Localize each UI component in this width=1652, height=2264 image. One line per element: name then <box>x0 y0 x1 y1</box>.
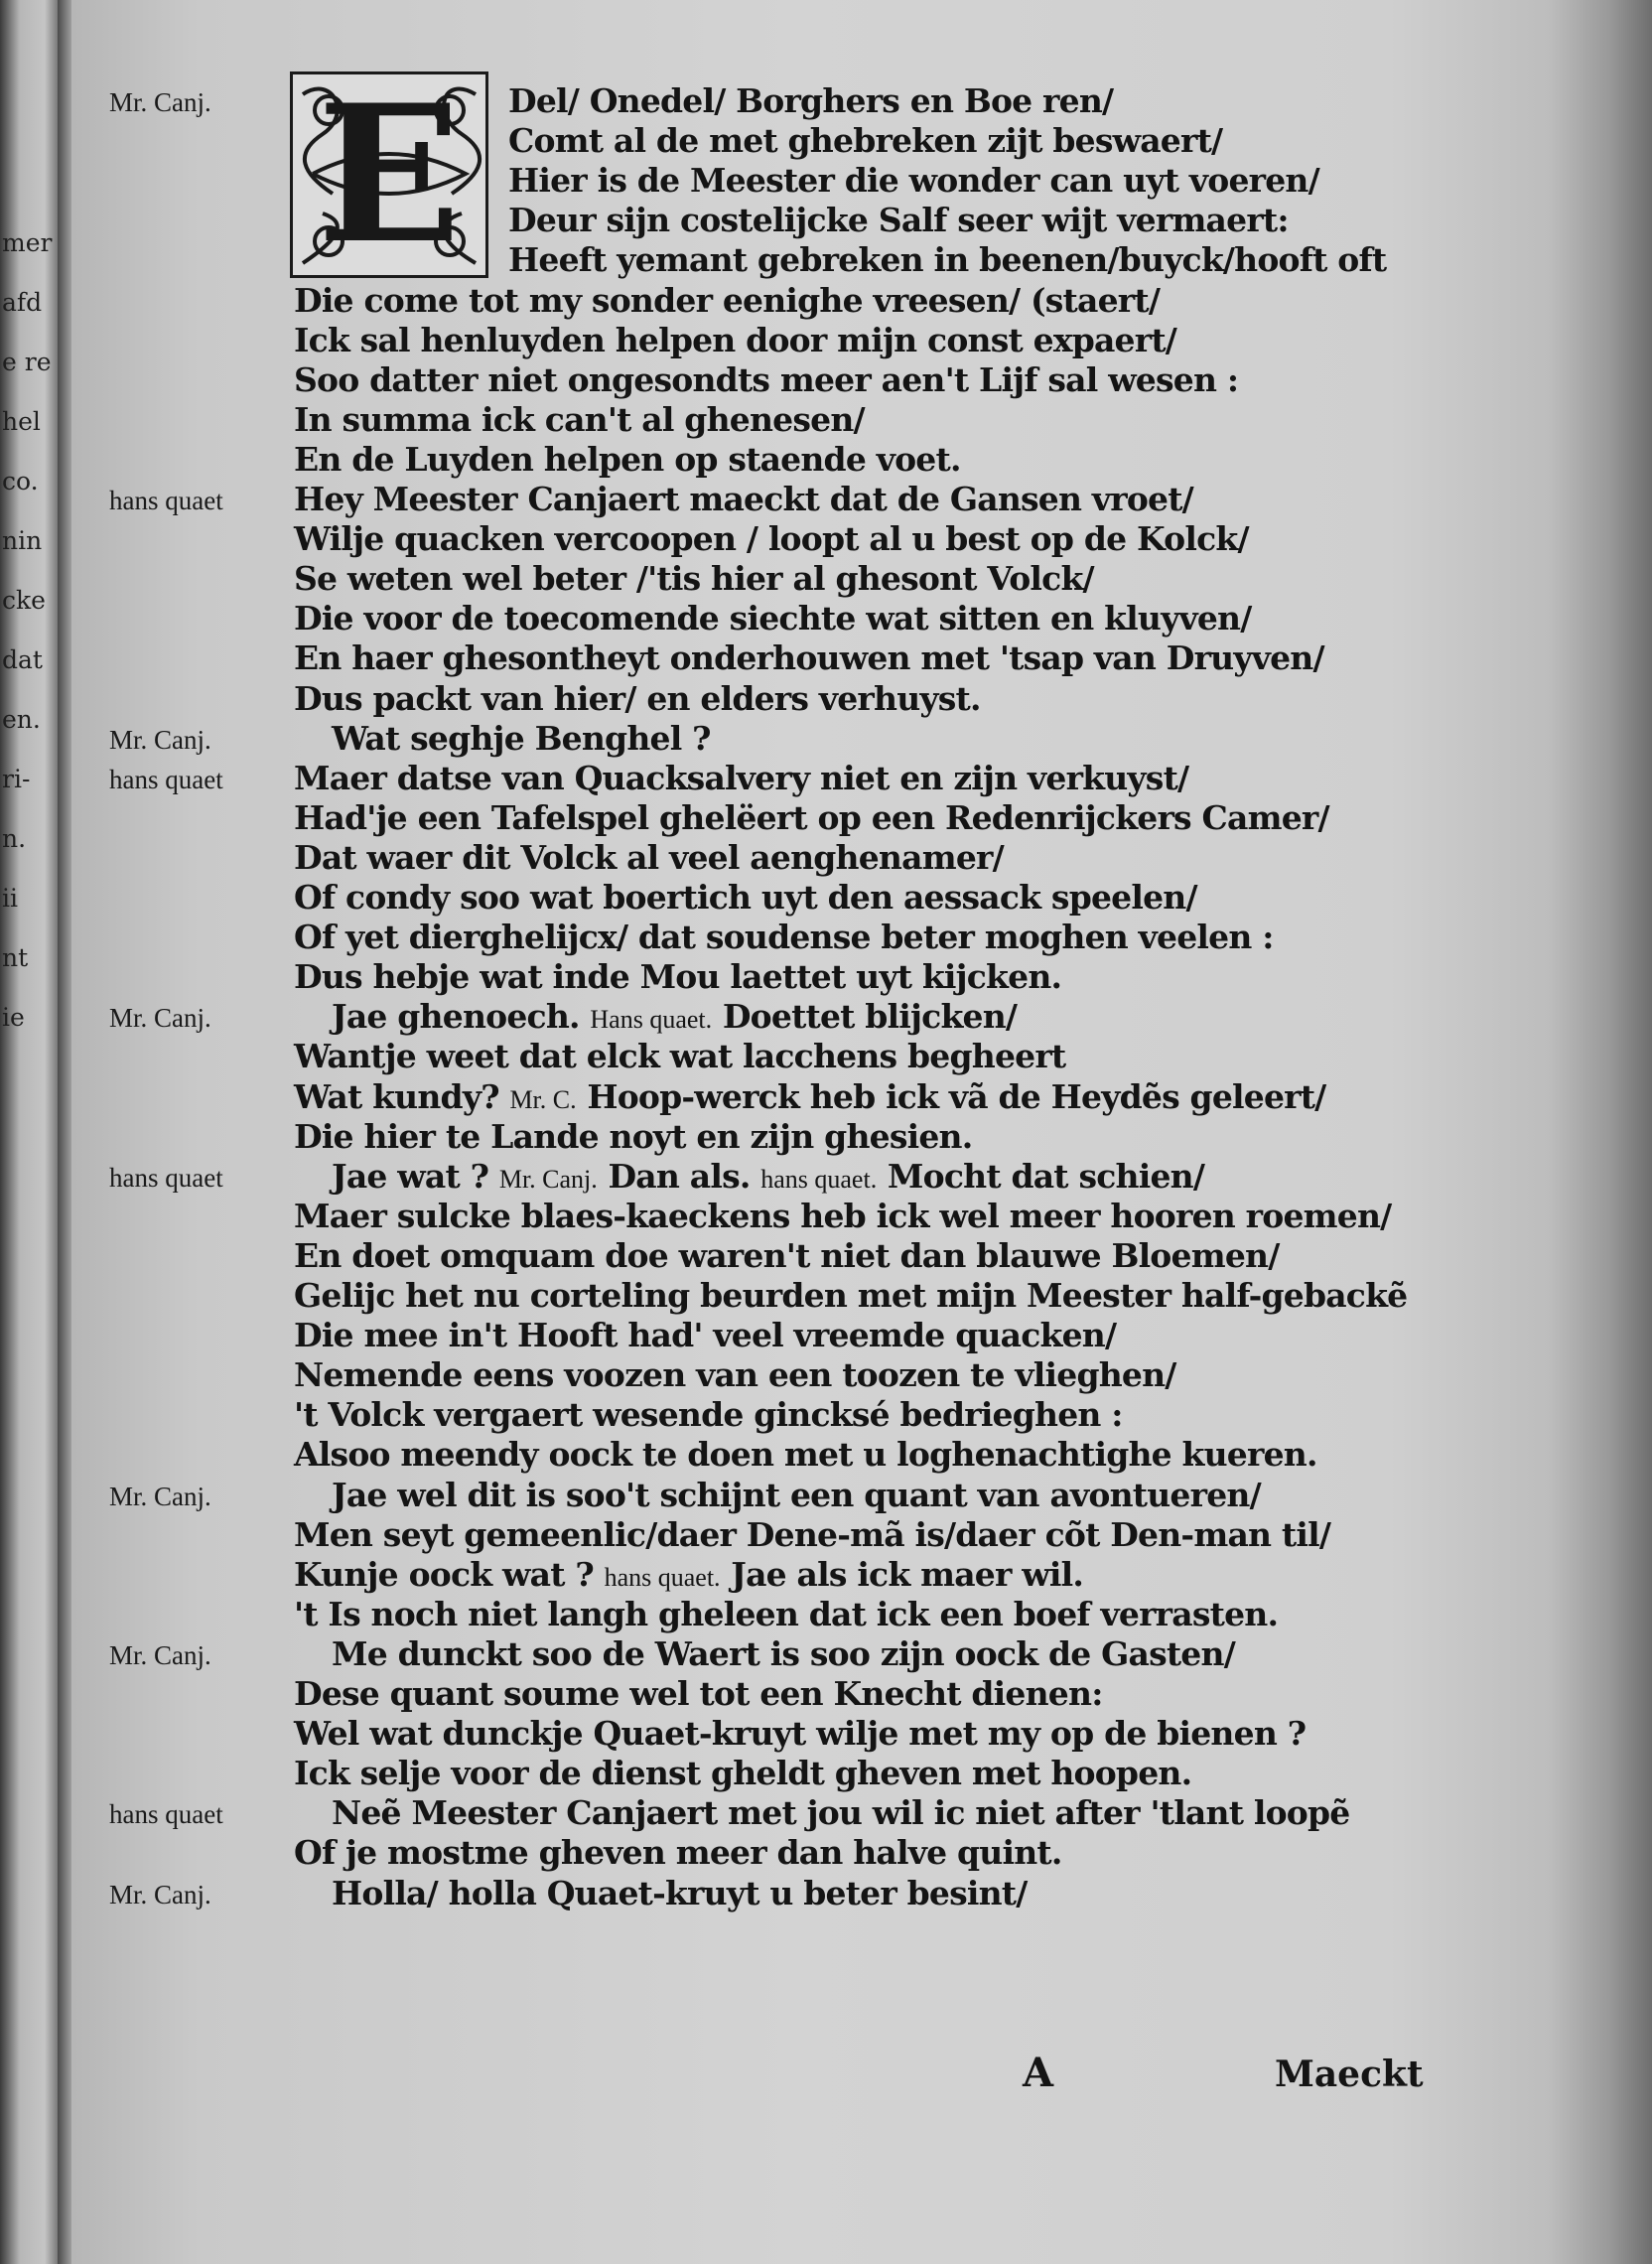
facing-page-fragment: ii <box>2 884 18 913</box>
speaker-label: Mr. Canj. <box>109 1879 211 1910</box>
verse-fragment: Mocht dat schien/ <box>877 1156 1205 1196</box>
speaker-label: Mr. Canj. <box>109 1003 211 1034</box>
verse-line: Die mee in't Hooft had' veel vreemde quacken/ <box>294 1316 1117 1355</box>
verse-line: Neẽ Meester Canjaert met jou wil ic niet after 'tlant loopẽ <box>332 1793 1350 1833</box>
verse-fragment: Doettet blijcken/ <box>712 997 1018 1037</box>
speaker-label: Mr. Canj. <box>109 87 211 117</box>
verse-line: Wilje quacken vercoopen / loopt al u best op de Kolck/ <box>294 519 1249 559</box>
verse-line: In summa ick can't al ghenesen/ <box>294 399 865 439</box>
verse-line: Me dunckt soo de Waert is soo zijn oock de Gasten/ <box>332 1633 1235 1673</box>
verse-line: En haer ghesontheyt onderhouwen met 'tsap van Druyven/ <box>294 638 1324 678</box>
verse-line: Dese quant soume wel tot een Knecht dienen: <box>294 1674 1103 1713</box>
verse-line: Men seyt gemeenlic/daer Dene-mã is/daer cõt Den-man til/ <box>294 1514 1331 1554</box>
verse-line: 't Volck vergaert wesende gincksé bedrieghen : <box>294 1395 1123 1435</box>
speaker-label: Mr. Canj. <box>109 1639 211 1670</box>
verse-line: Die come tot my sonder eenighe vreesen/ (staert/ <box>294 280 1161 320</box>
verse-line: Soo datter niet ongesondts meer aen't Lijf sal wesen : <box>294 359 1239 399</box>
inline-speaker-label: hans quaet. <box>604 1562 721 1592</box>
verse-line: Dus packt van hier/ en elders verhuyst. <box>294 678 981 718</box>
verse-line: Dus hebje wat inde Mou laettet uyt kijcken. <box>294 957 1062 997</box>
verse-line: Ick sal henluyden helpen door mijn const expaert/ <box>294 320 1177 359</box>
facing-page-fragment: hel <box>2 407 41 436</box>
verse-line: 't Is noch niet langh gheleen dat ick een boef verrasten. <box>294 1594 1279 1633</box>
verse-line: Hier is de Meester die wonder can uyt voeren/ <box>508 161 1319 201</box>
verse-fragment: Dan als. <box>597 1156 761 1196</box>
verse-line: Jae wel dit is soo't schijnt een quant van avontueren/ <box>332 1475 1261 1514</box>
catchword: Maeckt <box>1275 2053 1424 2095</box>
inline-speaker-label: Hans quaet. <box>590 1005 713 1035</box>
verse-line: Heeft yemant gebreken in beenen/buyck/hooft oft <box>508 240 1387 280</box>
inline-speaker-label: Mr. C. <box>509 1084 577 1114</box>
verse-line: Maer sulcke blaes-kaeckens heb ick wel meer hooren roemen/ <box>294 1196 1392 1235</box>
verse-line: Of je mostme gheven meer dan halve quint. <box>294 1833 1062 1873</box>
verse-line: Of condy soo wat boertich uyt den aessack speelen/ <box>294 878 1197 917</box>
verse-fragment: Jae als ick maer wil. <box>720 1554 1084 1594</box>
facing-page-fragment: ri- <box>2 765 31 793</box>
facing-page-fragment: en. <box>2 705 41 734</box>
facing-page-fragment: ie <box>2 1003 25 1032</box>
verse-fragment: Hoop-werck heb ick vã de Heydẽs geleert/ <box>576 1076 1326 1116</box>
speaker-label: hans quaet <box>109 1799 223 1830</box>
verse-line: Maer datse van Quacksalvery niet en zijn verkuyst/ <box>294 758 1189 797</box>
verse-fragment: Jae ghenoech. <box>332 997 591 1037</box>
verse-line: Dat waer dit Volck al veel aenghenamer/ <box>294 837 1004 877</box>
verse-line: Of yet dierghelijcx/ dat soudense beter moghen veelen : <box>294 918 1274 957</box>
facing-page-fragment: e re <box>2 348 52 376</box>
verse-line: Die voor de toecomende siechte wat sitten en kluyven/ <box>294 599 1252 638</box>
verse-line: Hey Meester Canjaert maeckt dat de Gansen vroet/ <box>294 480 1193 518</box>
speaker-label: hans quaet <box>109 486 223 515</box>
verse-line: Wel wat dunckje Quaet-kruyt wilje met my op de bienen ? <box>294 1714 1307 1754</box>
inline-speaker-label: hans quaet. <box>760 1164 878 1194</box>
initial-letter: E <box>317 71 462 278</box>
verse-line: Alsoo meendy oock te doen met u loghenachtighe kueren. <box>294 1435 1317 1475</box>
verse-line: Wat seghje Benghel ? <box>332 718 711 758</box>
verse-line: Holla/ holla Quaet-kruyt u beter besint/ <box>332 1873 1028 1912</box>
facing-page-fragment: nt <box>2 943 29 972</box>
facing-page-fragment: cke <box>2 586 46 615</box>
facing-page-fragment: mer <box>2 228 53 257</box>
speaker-label: hans quaet <box>109 764 223 794</box>
facing-page-fragment: nin <box>2 526 43 555</box>
verse-line: Del/ Onedel/ Borghers en Boe ren/ <box>508 81 1114 120</box>
verse-line: Deur sijn costelijcke Salf seer wijt vermaert: <box>508 201 1289 240</box>
inline-speaker-label: Mr. Canj. <box>498 1164 598 1194</box>
speaker-label: hans quaet <box>109 1162 223 1193</box>
verse-line: Ick selje voor de dienst gheldt gheven met hoopen. <box>294 1754 1192 1793</box>
decorated-initial <box>290 71 488 278</box>
speaker-label: Mr. Canj. <box>109 724 211 755</box>
facing-page-fragment: co. <box>2 467 39 495</box>
verse-line: Die hier te Lande noyt en zijn ghesien. <box>294 1116 973 1156</box>
facing-page-fragment: dat <box>2 645 43 674</box>
facing-page-fragment: afd <box>2 288 43 317</box>
verse-line: Se weten wel beter /'tis hier al ghesont Volck/ <box>294 559 1094 599</box>
verse-line: Nemende eens voozen van een toozen te vlieghen/ <box>294 1355 1176 1395</box>
facing-page-fragment: n. <box>2 824 27 853</box>
signature-mark: A <box>1023 2050 1054 2096</box>
speaker-label: Mr. Canj. <box>109 1481 211 1511</box>
verse-line: Wantje weet dat elck wat lacchens begheert <box>294 1037 1066 1076</box>
verse-line: En de Luyden helpen op staende voet. <box>294 439 961 479</box>
verse-line <box>332 1157 1204 1196</box>
verse-line <box>332 997 1017 1036</box>
verse-line <box>294 1077 1325 1116</box>
verse-line: Had'je een Tafelspel ghelëert op een Redenrijckers Camer/ <box>294 797 1329 837</box>
verse-line <box>294 1555 1083 1594</box>
verse-line: En doet omquam doe waren't niet dan blauwe Bloemen/ <box>294 1235 1280 1275</box>
verse-fragment: Wat kundy? <box>294 1076 510 1116</box>
verse-fragment: Jae wat ? <box>332 1156 499 1196</box>
verse-line: Comt al de met ghebreken zijt beswaert/ <box>508 121 1223 161</box>
verse-fragment: Kunje oock wat ? <box>294 1554 605 1594</box>
verse-line: Gelijc het nu corteling beurden met mijn Meester half-gebackẽ <box>294 1276 1408 1315</box>
